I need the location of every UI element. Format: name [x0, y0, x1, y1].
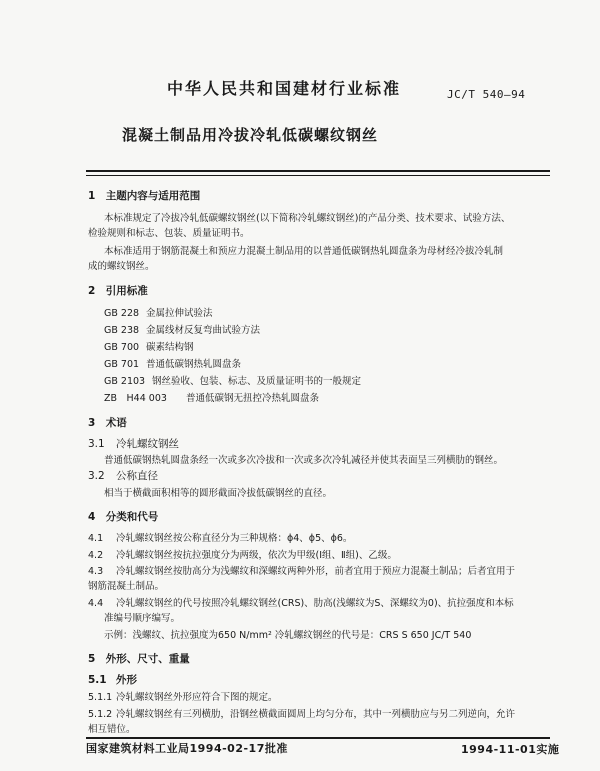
term-title: 公称直径: [116, 470, 158, 482]
clause-text: 冷轧螺纹钢丝按公称直径分为三种规格：ϕ4、ϕ5、ϕ6。: [116, 533, 353, 544]
reference-title: 普通低碳钢无扭控冷热轧圆盘条: [186, 393, 320, 404]
clause-4-2: [88, 547, 397, 561]
section-2-heading: 2 引用标准: [88, 285, 148, 297]
top-divider-thin: [86, 175, 550, 176]
clause-number: 4.2: [88, 550, 104, 561]
footer-divider: [86, 737, 550, 739]
document-title: 混凝土制品用冷拔冷轧低碳螺纹钢丝: [122, 126, 379, 144]
s1-paragraph-1-line-2: 检验规则和标志、包装、质量证明书。: [88, 228, 250, 239]
term-number: 3.1: [88, 438, 105, 450]
clause-number: 4.1: [88, 533, 104, 544]
clause-4-4-line-1: [88, 595, 514, 609]
reference-code: GB 700: [104, 342, 140, 353]
reference-title: 钢丝验收、包装、标志、及质量证明书的一般规定: [152, 376, 362, 387]
reference-code: GB 238: [104, 325, 140, 336]
reference-item: [104, 305, 213, 319]
reference-item: [104, 373, 361, 387]
s1-paragraph-2-line-2: 成的螺纹钢丝。: [88, 261, 155, 272]
reference-item: [104, 339, 194, 353]
clause-number: 4.3: [88, 566, 104, 577]
reference-item: [104, 356, 241, 370]
term-3-1-definition: 普通低碳钢热轧圆盘条经一次或多次冷拔和一次或多次冷轧减径并使其表面呈三列横肋的钢丝。: [104, 455, 504, 466]
clause-text: 冷轧螺纹钢丝有三列横肋，沿钢丝横截面圆周上均匀分布，其中一列横肋应与另二列逆向，允许: [116, 709, 516, 720]
clause-5-1-2-line-1: [88, 706, 515, 720]
term-3-2-heading: [88, 468, 158, 483]
term-title: 冷轧螺纹钢丝: [116, 438, 179, 450]
section-5-heading: 5 外形、尺寸、重量: [88, 653, 190, 665]
clause-4-1: [88, 530, 352, 544]
reference-item: [104, 390, 319, 404]
subsection-number: 5.1: [88, 674, 107, 686]
reference-item: [104, 322, 260, 336]
term-3-2-definition: 相当于横截面积相等的圆形截面冷拔低碳钢丝的直径。: [104, 488, 333, 499]
term-3-1-heading: [88, 436, 179, 451]
reference-title: 金属线材反复弯曲试验方法: [146, 325, 261, 336]
reference-title: 碳素结构钢: [146, 342, 194, 353]
clause-text: 冷轧螺纹钢丝按抗拉强度分为两级，依次为甲级(Ⅰ组、Ⅱ组)、乙级。: [116, 550, 397, 561]
clause-text: 冷轧螺纹钢丝按肋高分为浅螺纹和深螺纹两种外形，前者宜用于预应力混凝土制品；后者宜用于: [116, 566, 516, 577]
section-1-heading: 1 主题内容与适用范围: [88, 190, 201, 202]
clause-4-4-line-2: 准编号顺序编写。: [104, 613, 181, 624]
clause-text: 冷轧螺纹钢丝的代号按照冷轧螺纹钢丝(CRS)、肋高(浅螺纹为S、深螺纹为0)、抗拉强度和本标: [116, 598, 514, 609]
section-3-heading: 3 术语: [88, 417, 127, 429]
standard-title: 中华人民共和国建材行业标准: [167, 79, 402, 98]
subsection-5-1-heading: [88, 672, 137, 687]
reference-code: GB 701: [104, 359, 140, 370]
clause-text: 冷轧螺纹钢丝外形应符合下图的规定。: [116, 692, 278, 703]
s1-paragraph-1-line-1: 本标准规定了冷拔冷轧低碳螺纹钢丝(以下简称冷轧螺纹钢丝)的产品分类、技术要求、试验方法、: [104, 213, 511, 224]
section-4-heading: 4 分类和代号: [88, 511, 159, 523]
reference-code: GB 228: [104, 308, 140, 319]
code-example: 示例：浅螺纹、抗拉强度为650 N/mm² 冷轧螺纹钢丝的代号是：CRS S 650 JC/T 540: [104, 630, 472, 641]
clause-5-1-2-line-2: 相互错位。: [88, 724, 136, 735]
s1-paragraph-2-line-1: 本标准适用于钢筋混凝土和预应力混凝土制品用的以普通低碳钢热轧圆盘条为母材经冷拔冷轧制: [104, 246, 504, 257]
term-number: 3.2: [88, 470, 105, 482]
reference-code: GB 2103: [104, 376, 146, 387]
clause-number: 5.1.1: [88, 692, 113, 703]
reference-code: ZB H44 003: [104, 393, 167, 404]
top-divider-thick: [86, 170, 550, 172]
clause-4-3-line-1: [88, 563, 515, 577]
clause-number: 5.1.2: [88, 709, 113, 720]
subsection-title: 外形: [116, 674, 137, 686]
approval-date: 国家建筑材料工业局1994-02-17批准: [86, 742, 288, 755]
reference-title: 普通低碳钢热轧圆盘条: [146, 359, 242, 370]
clause-number: 4.4: [88, 598, 104, 609]
effective-date: 1994-11-01实施: [461, 743, 560, 756]
standard-code: JC/T 540—94: [447, 88, 526, 101]
reference-title: 金属拉伸试验法: [146, 308, 213, 319]
clause-4-3-line-2: 钢筋混凝土制品。: [88, 581, 165, 592]
clause-5-1-1: [88, 689, 278, 703]
